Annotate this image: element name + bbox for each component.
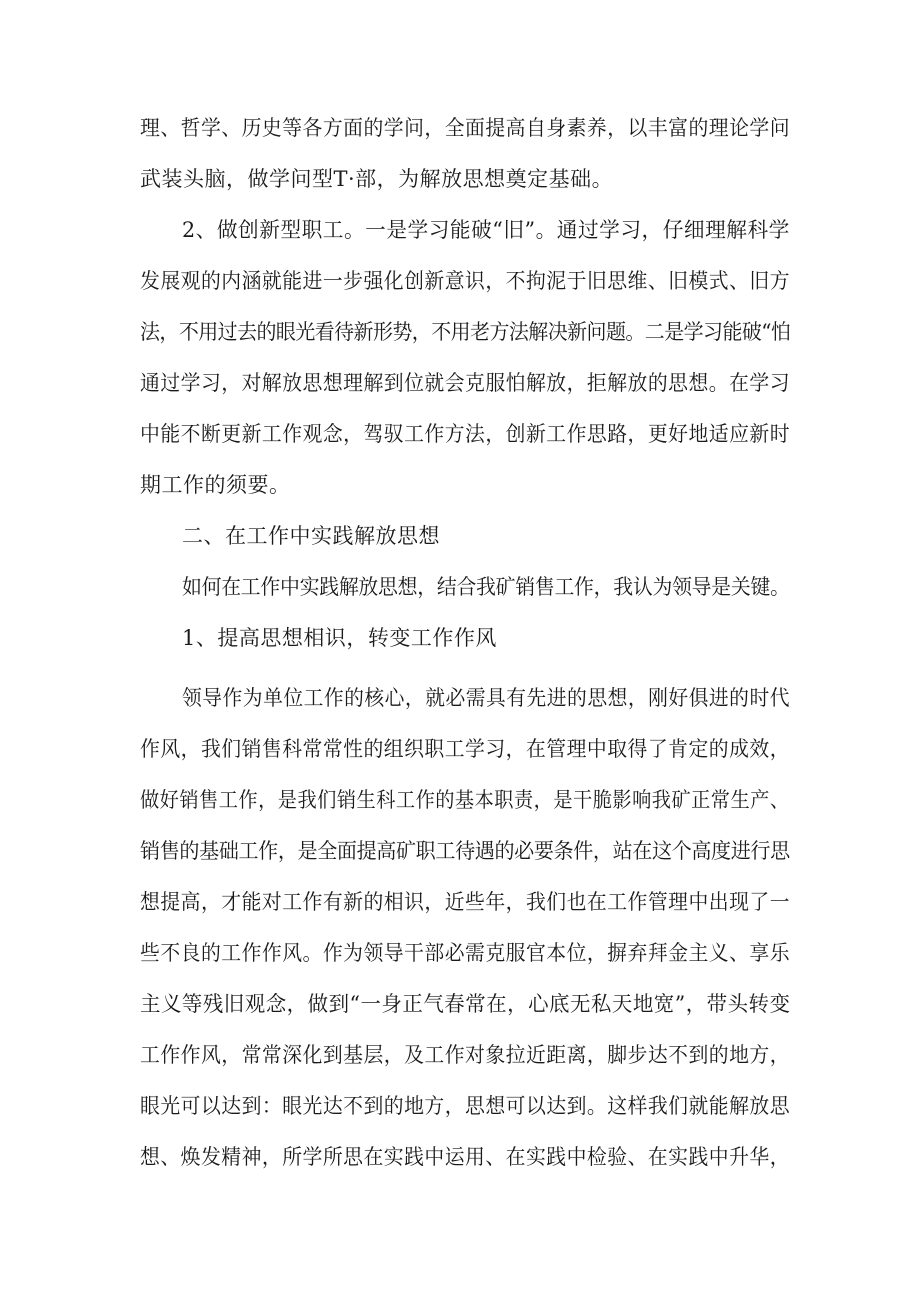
- text-line: 销售的基础工作，是全面提高矿职工待遇的必要条件，站在这个高度进行思: [140, 839, 790, 863]
- text-line: 想、焕发精神，所学所思在实践中运用、在实践中检验、在实践中升华，: [140, 1145, 791, 1169]
- text-line: 做好销售工作，是我们销生科工作的基本职责，是干脆影响我矿正常生产、: [140, 788, 790, 812]
- text-line: 期工作的须要。: [140, 473, 291, 497]
- text-line: 法，不用过去的眼光看待新形势，不用老方法解决新问题。二是学习能破“怕: [140, 320, 791, 344]
- text-line: 些不良的工作作风。作为领导干部必需克服官本位，摒弃拜金主义、享乐: [140, 941, 791, 965]
- text-line: 通过学习，对解放思想理解到位就会克服怕解放，拒解放的思想。在学习: [140, 371, 791, 395]
- text-line: 中能不断更新工作观念，驾驭工作方法，创新工作思路，更好地适应新时: [140, 422, 791, 446]
- text-line: 2、做创新型职工。一是学习能破“旧”。通过学习，仔细理解科学: [182, 218, 790, 242]
- text-line: 发展观的内涵就能进一步强化创新意识，不拘泥于旧思维、旧模式、旧方: [140, 269, 791, 293]
- text-line: 眼光可以达到：眼光达不到的地方，思想可以达到。这样我们就能解放思: [140, 1094, 791, 1118]
- text-line: 主义等残旧观念，做到“一身正气春常在，心底无私天地宽”，带头转变: [140, 992, 791, 1016]
- text-line: 如何在工作中实践解放思想，结合我矿销售工作，我认为领导是关键。: [182, 575, 790, 599]
- text-line: 作风，我们销售科常常性的组织职工学习，在管理中取得了肯定的成效，: [140, 737, 791, 761]
- text-line: 工作作风，常常深化到基层，及工作对象拉近距离，脚步达不到的地方，: [140, 1043, 791, 1067]
- section-heading: 二、在工作中实践解放思想: [182, 524, 440, 548]
- text-line: 领导作为单位工作的核心，就必需具有先进的思想，刚好俱进的时代: [182, 686, 790, 710]
- subsection-heading: 1、提高思想相识，转变工作作风: [182, 626, 497, 650]
- text-line: 武装头脑，做学问型T·部，为解放思想奠定基础。: [140, 167, 614, 191]
- text-line: 想提高，才能对工作有新的相识，近些年，我们也在工作管理中出现了一: [140, 890, 791, 914]
- text-line: 理、哲学、历史等各方面的学问，全面提高自身素养，以丰富的理论学问: [140, 116, 791, 140]
